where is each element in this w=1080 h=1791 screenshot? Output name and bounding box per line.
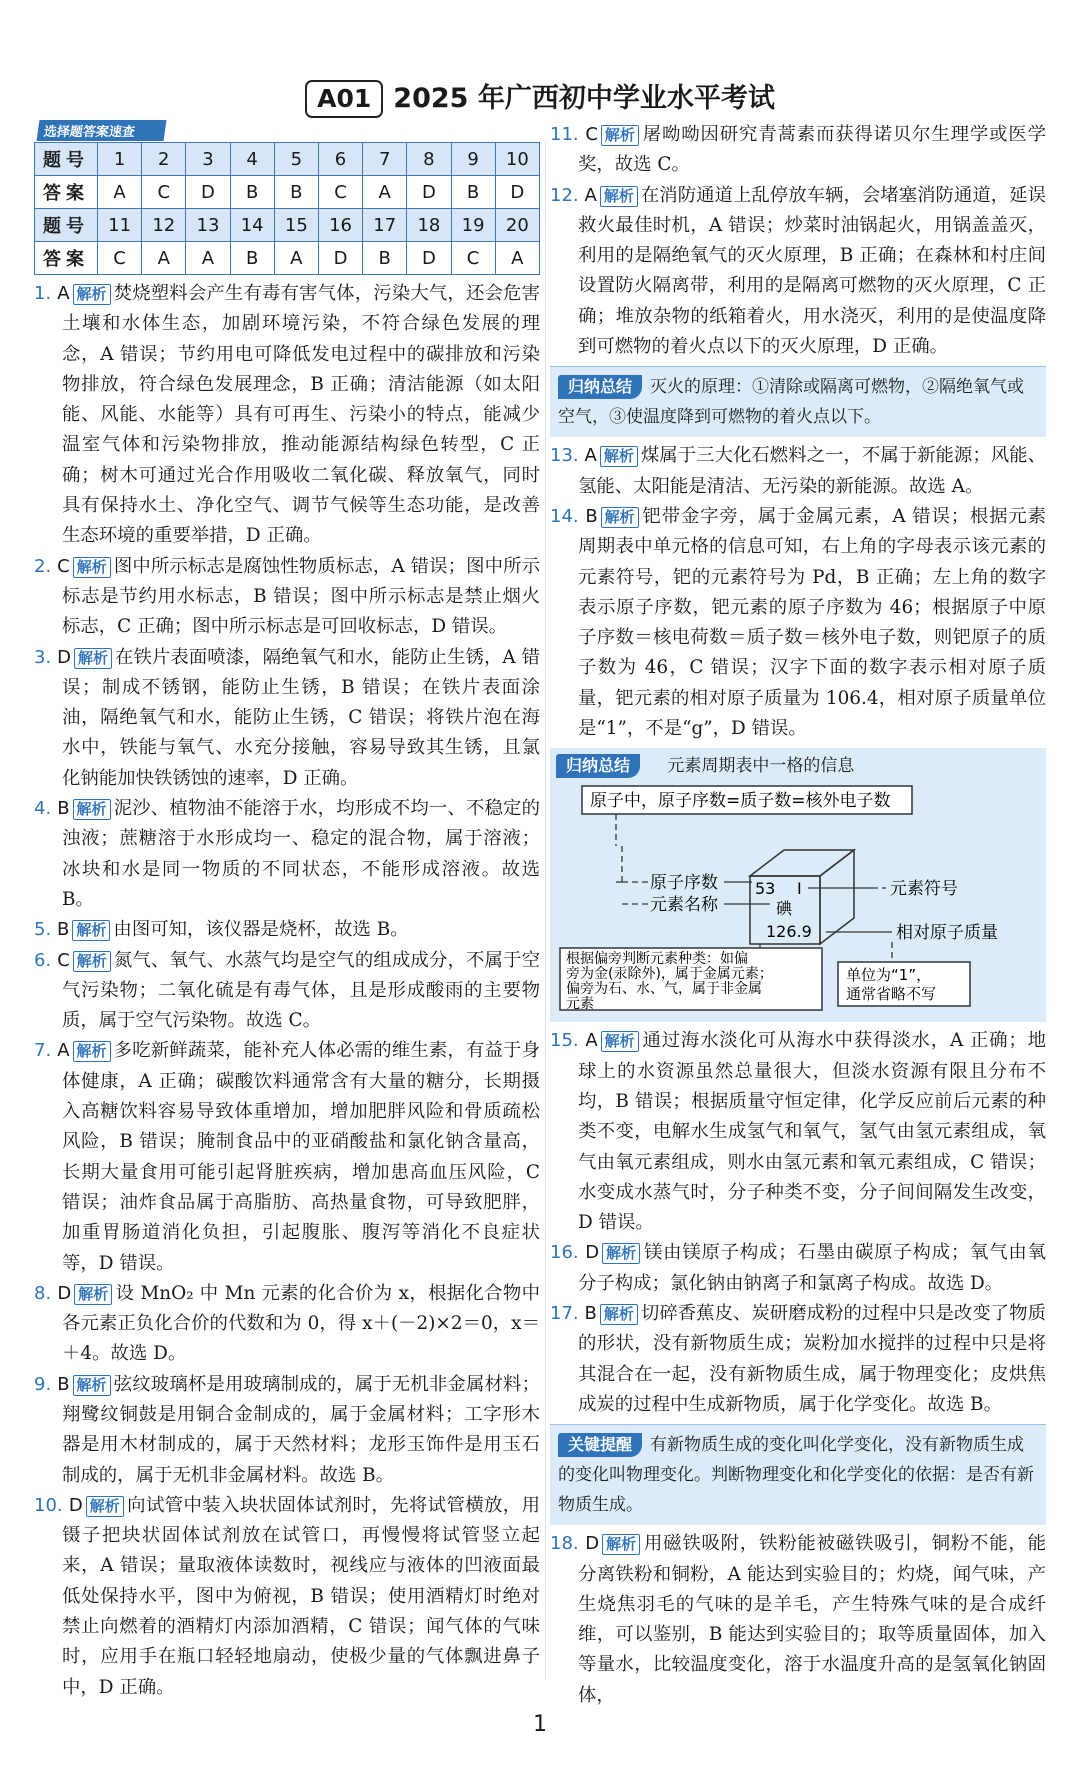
key-hint-box xyxy=(550,1424,1046,1525)
answer-key-num-cell: 3 xyxy=(186,143,230,176)
answer-letter: B xyxy=(584,1303,597,1325)
analysis-tag: 解析 xyxy=(74,648,112,669)
answer-key-num-cell: 12 xyxy=(142,209,186,242)
analysis-tag: 解析 xyxy=(601,1031,639,1052)
answer-key-num-cell: 17 xyxy=(363,209,407,242)
answer-key-num-cell: 7 xyxy=(363,143,407,176)
answer-letter: A xyxy=(57,1040,70,1062)
page-header xyxy=(0,76,1080,118)
answer-key-ans-cell: A xyxy=(98,176,142,209)
column-divider xyxy=(545,140,546,1680)
explanation-text: 泥沙、植物油不能溶于水，均形成不均一、不稳定的浊液；蔗糖溶于水形成均一、稳定的混合物，属于溶液；冰块和水是同一物质的不同状态，不能形成溶液。故选 B。 xyxy=(62,798,540,910)
answer-key-num-cell: 6 xyxy=(318,143,362,176)
item-q17 xyxy=(550,1299,1046,1420)
answer-key-num-cell: 20 xyxy=(495,209,539,242)
analysis-tag: 解析 xyxy=(600,1304,638,1325)
answer-letter: A xyxy=(57,283,70,304)
answer-key-ans-cell: A xyxy=(186,242,230,275)
analysis-tag: 解析 xyxy=(73,1041,111,1062)
answer-key-ans-cell: C xyxy=(318,176,362,209)
analysis-tag: 解析 xyxy=(602,1243,640,1264)
mass-label: 相对原子质量 xyxy=(896,923,998,944)
num-label: 题号 xyxy=(35,209,98,242)
explanation-text: 镁由镁原子构成；石墨由碳原子构成；氧气由氧分子构成；氯化钠由钠离子和氯离子构成。故选 D。 xyxy=(578,1242,1046,1294)
question-number: 6. xyxy=(34,949,52,971)
cell-mass: 126.9 xyxy=(766,922,812,942)
answer-key-num-cell: 5 xyxy=(274,143,318,176)
item-q8 xyxy=(34,1279,540,1370)
answer-key-ans-cell: C xyxy=(142,176,186,209)
answer-key-num-row xyxy=(35,209,540,242)
key-hint-text: 有新物质生成的变化叫化学变化，没有新物质生成的变化叫物理变化。判断物理变化和化学变化的依据：是否有新物质生成。 xyxy=(558,1435,1034,1516)
answer-letter: D xyxy=(585,1242,600,1264)
answer-key-ans-cell: B xyxy=(274,176,318,209)
analysis-tag: 解析 xyxy=(601,125,639,146)
answer-key-ans-cell: A xyxy=(274,242,318,275)
answer-key-ans-cell: B xyxy=(230,242,274,275)
explanation-text: 氮气、氧气、水蒸气均是空气的组成成分，不属于空气污染物；二氧化硫是有毒气体，且是形成酸雨的主要物质，属于空气污染物。故选 C。 xyxy=(62,949,540,1032)
answer-key-ans-row xyxy=(35,176,540,209)
summary-title: 元素周期表中一格的信息 xyxy=(667,756,855,777)
question-number: 10. xyxy=(34,1494,63,1516)
summary-tag: 归纳总结 xyxy=(558,375,642,399)
ans-label: 答案 xyxy=(35,176,98,209)
cell-cube-top xyxy=(750,850,854,876)
radical-note-l3: 偏旁为石、水、气，属于非金属 xyxy=(566,981,762,998)
analysis-tag: 解析 xyxy=(600,186,638,207)
item-q10 xyxy=(34,1491,540,1703)
analysis-tag: 解析 xyxy=(600,446,638,467)
explanation-text: 在消防通道上乱停放车辆，会堵塞消防通道，延误救火最佳时机，A 错误；炒菜时油锅起火，用锅盖盖灭，利用的是隔绝氧气的灭火原理，B 正确；在森林和村庄间设置防火隔离带，利用的是隔离可燃物的灭火原理，C 正确；堆放杂物的纸箱着火，用水浇灭，利用的是使温度降到可燃物的着火点以下的灭火原理，D 正确。 xyxy=(578,184,1046,358)
answer-key-table xyxy=(34,142,540,275)
item-q13 xyxy=(550,441,1046,502)
item-q6 xyxy=(34,946,540,1037)
item-q1 xyxy=(34,279,540,552)
explanation-text: 焚烧塑料会产生有毒有害气体，污染大气，还会危害土壤和水体生态，加剧环境污染，不符合绿色发展的理念，A 错误；节约用电可降低发电过程中的碳排放和污染物排放，符合绿色发展理念，B 正确；清洁能源（如太阳能、风能、水能等）具有可再生、污染小的特点，能减少温室气体和污染物排放，推动能源结构绿色转型，C 正确；树木可通过光合作用吸收二氧化碳、释放氧气，同时具有保持水土、净化空气、调节气候等生态功能，是改善生态环境的重要举措，D 正确。 xyxy=(62,283,540,547)
explanation-text: 图中所示标志是腐蚀性物质标志，A 错误；图中所示标志是节约用水标志，B 错误；图中所示标志是禁止烟火标志，C 正确；图中所示标志是可回收标志，D 错误。 xyxy=(62,555,540,638)
answer-key-num-cell: 19 xyxy=(451,209,495,242)
explanation-text: 由图可知，该仪器是烧杯，故选 B。 xyxy=(113,919,409,941)
item-q15 xyxy=(550,1026,1046,1238)
answer-key-ans-cell: D xyxy=(318,242,362,275)
answer-letter: C xyxy=(57,949,70,971)
explanation-text: 向试管中装入块状固体试剂时，先将试管横放，用镊子把块状固体试剂放在试管口，再慢慢将试管竖立起来，A 错误；量取液体读数时，视线应与液体的凹液面最低处保持水平，图中为俯视，B 错误；使用酒精灯时绝对禁止向燃着的酒精灯内添加酒精，C 错误；闻气体的气味时，应用手在瓶口轻轻地扇动，使极少量的气体飘进鼻子中，D 正确。 xyxy=(62,1494,540,1698)
answer-key-num-row xyxy=(35,143,540,176)
explanation-text: 弦纹玻璃杯是用玻璃制成的，属于无机非金属材料；翔鹭纹铜鼓是用铜合金制成的，属于金属材料；工字形木器是用木材制成的，属于天然材料；龙形玉饰件是用玉石制成的，属于无机非金属材料。故选 B。 xyxy=(62,1373,540,1486)
question-number: 11. xyxy=(550,124,579,145)
analysis-tag: 解析 xyxy=(73,284,111,305)
answer-key-ans-cell: D xyxy=(407,176,451,209)
item-q5 xyxy=(34,915,540,945)
explanation-text: 用磁铁吸附，铁粉能被磁铁吸引，铜粉不能，能分离铁粉和铜粉，A 能达到实验目的；灼烧，闻气味，产生烧焦羽毛的气味的是羊毛，产生特殊气味的是合成纤维，可以鉴别，B 能达到实验目的；取等质量固体，加入等量水，比较温度变化，溶于水温度升高的是氢氧化钠固体， xyxy=(578,1533,1046,1706)
answer-letter: D xyxy=(57,1282,72,1304)
answer-key-num-cell: 15 xyxy=(274,209,318,242)
answer-letter: C xyxy=(57,555,70,577)
analysis-tag: 解析 xyxy=(601,507,639,528)
answer-key-num-cell: 10 xyxy=(495,143,539,176)
key-hint-tag: 关键提醒 xyxy=(558,1433,642,1457)
answer-key-ans-cell: B xyxy=(230,176,274,209)
answer-key-num-cell: 4 xyxy=(230,143,274,176)
answer-letter: D xyxy=(585,1533,600,1555)
question-number: 13. xyxy=(550,445,579,467)
left-column xyxy=(34,120,540,1703)
answer-key-ans-cell: C xyxy=(451,242,495,275)
answer-letter: D xyxy=(57,646,71,668)
answer-letter: B xyxy=(57,919,70,941)
item-q11 xyxy=(550,120,1046,181)
summary-tag: 归纳总结 xyxy=(556,754,640,778)
rule-label: 原子中，原子序数=质子数=核外电子数 xyxy=(590,791,891,812)
atomic-number-label: 原子序数 xyxy=(650,873,718,894)
right-column xyxy=(550,120,1046,1711)
ans-label: 答案 xyxy=(35,242,98,275)
paper-code: A01 xyxy=(305,80,383,118)
item-q3 xyxy=(34,643,540,794)
question-number: 5. xyxy=(34,919,52,941)
element-name-label: 元素名称 xyxy=(650,895,718,916)
answer-key-ans-cell: B xyxy=(363,242,407,275)
answer-letter: A xyxy=(584,184,597,206)
item-q12 xyxy=(550,181,1046,363)
answer-key-num-cell: 13 xyxy=(186,209,230,242)
cell-symbol: I xyxy=(797,879,802,899)
answer-key-num-cell: 8 xyxy=(407,143,451,176)
paper-title: 2025 年广西初中学业水平考试 xyxy=(393,83,775,114)
summary-box-periodic xyxy=(550,748,1046,1022)
answer-key-ans-cell: A xyxy=(495,242,539,275)
answer-letter: A xyxy=(584,445,597,467)
radical-note-l1: 根据偏旁判断元素种类：如偏 xyxy=(566,951,748,968)
answer-key-ans-row xyxy=(35,242,540,275)
analysis-tag: 解析 xyxy=(73,557,111,578)
answer-key-num-cell: 9 xyxy=(451,143,495,176)
analysis-tag: 解析 xyxy=(602,1534,640,1555)
radical-note-l4: 元素 xyxy=(566,996,594,1013)
answer-key-ans-cell: C xyxy=(98,242,142,275)
answer-letter: B xyxy=(585,505,598,527)
explanation-text: 在铁片表面喷漆，隔绝氧气和水，能防止生锈，A 错误；制成不锈钢，能防止生锈，B 错误；在铁片表面涂油，隔绝氧气和水，能防止生锈，C 错误；将铁片泡在海水中，铁能与氧气、水充分接触，容易导致其生锈，且氯化钠能加快铁锈蚀的速率，D 正确。 xyxy=(62,646,540,789)
answer-key-ans-cell: A xyxy=(142,242,186,275)
answer-key-banner: 选择题答案速查 xyxy=(37,120,167,141)
question-number: 1. xyxy=(34,283,52,304)
answer-key-num-cell: 1 xyxy=(98,143,142,176)
answer-key-num-cell: 18 xyxy=(407,209,451,242)
question-number: 12. xyxy=(550,184,579,206)
item-q14 xyxy=(550,502,1046,744)
question-number: 18. xyxy=(550,1533,579,1555)
explanation-text: 屠呦呦因研究青蒿素而获得诺贝尔生理学或医学奖，故选 C。 xyxy=(578,124,1046,176)
periodic-cell-diagram xyxy=(556,780,1040,1012)
answer-letter: D xyxy=(68,1494,83,1516)
question-number: 14. xyxy=(550,505,579,527)
radical-note-l2: 旁为金(汞除外)，属于金属元素； xyxy=(566,966,773,983)
answer-key-ans-cell: D xyxy=(407,242,451,275)
unit-note-l1: 单位为“1”， xyxy=(846,966,932,985)
analysis-tag: 解析 xyxy=(72,920,110,941)
page-number: 1 xyxy=(533,1712,547,1737)
summary-header xyxy=(556,752,1040,780)
answer-key-ans-cell: A xyxy=(363,176,407,209)
explanation-text: 钯带金字旁，属于金属元素，A 错误；根据元素周期表中单元格的信息可知，右上角的字母表示该元素的元素符号，钯的元素符号为 Pd，B 正确；左上角的数字表示原子序数，钯元素的原子序数为 46；根据原子中原子序数＝核电荷数＝质子数＝核外电子数，则钯原子的质子数为 46，C 错误；汉字下面的数字表示相对原子质量，钯元素的相对原子质量为 106.4，相对原子质量单位是“1”，不是“g”，D 错误。 xyxy=(578,505,1046,740)
cell-name: 碘 xyxy=(776,899,793,919)
question-number: 2. xyxy=(34,555,52,577)
unit-note-l2: 通常省略不写 xyxy=(846,985,937,1004)
leader-rule xyxy=(616,814,622,882)
analysis-tag: 解析 xyxy=(74,1284,112,1305)
item-q4 xyxy=(34,794,540,915)
explanation-text: 设 MnO₂ 中 Mn 元素的化合价为 x，根据化合物中各元素正负化合价的代数和为 0，得 x＋(－2)×2＝0，x＝＋4。故选 D。 xyxy=(62,1282,540,1365)
item-q16 xyxy=(550,1238,1046,1299)
explanation-text: 切碎香蕉皮、炭研磨成粉的过程中只是改变了物质的形状，没有新物质生成；炭粉加水搅拌的过程中只是将其混合在一起，没有新物质生成，属于物理变化；皮烘焦成炭的过程中生成新物质，属于化学变化。故选 B。 xyxy=(578,1303,1046,1415)
symbol-label: 元素符号 xyxy=(890,879,958,900)
question-number: 16. xyxy=(550,1242,579,1264)
answer-key-num-cell: 2 xyxy=(142,143,186,176)
answer-letter: A xyxy=(585,1030,598,1052)
explanation-text: 煤属于三大化石燃料之一，不属于新能源；风能、氢能、太阳能是清洁、无污染的新能源。故选 A。 xyxy=(578,445,1046,497)
question-number: 9. xyxy=(34,1373,52,1395)
summary-box-fire xyxy=(550,366,1046,437)
answer-key-num-cell: 11 xyxy=(98,209,142,242)
explanation-text: 多吃新鲜蔬菜，能补充人体必需的维生素，有益于身体健康，A 正确；碳酸饮料通常含有大量的糖分，长期摄入高糖饮料容易导致体重增加，增加肥胖风险和骨质疏松风险，B 错误；腌制食品中的亚硝酸盐和氯化钠含量高，长期大量食用可能引起肾脏疾病，增加患高血压风险，C 错误；油炸食品属于高脂肪、高热量食物，可导致肥胖，加重胃肠道消化负担，引起腹胀、腹泻等消化不良症状等，D 错误。 xyxy=(62,1040,540,1274)
item-q7 xyxy=(34,1036,540,1278)
analysis-tag: 解析 xyxy=(73,799,111,820)
analysis-tag: 解析 xyxy=(73,1375,111,1396)
answer-key-num-cell: 14 xyxy=(230,209,274,242)
item-q9 xyxy=(34,1370,540,1491)
question-number: 3. xyxy=(34,646,52,668)
cell-cube-side xyxy=(820,850,854,944)
question-number: 4. xyxy=(34,798,52,820)
answer-letter: B xyxy=(57,798,70,820)
answer-key-num-cell: 16 xyxy=(318,209,362,242)
cell-number: 53 xyxy=(755,879,776,899)
question-number: 15. xyxy=(550,1030,579,1052)
summary-text: 灭火的原理：①清除或隔离可燃物，②隔绝氧气或空气，③使温度降到可燃物的着火点以下。 xyxy=(558,377,1025,428)
explanation-text: 通过海水淡化可从海水中获得淡水，A 正确；地球上的水资源虽然总量很大，但淡水资源有限且分布不均，B 错误；根据质量守恒定律，化学反应前后元素的种类不变，电解水生成氢气和氧气，氢气由氢元素组成，氧气由氧元素组成，则水由氢元素和氧元素组成，C 错误；水变成水蒸气时，分子种类不变，分子间间隔发生改变，D 错误。 xyxy=(578,1030,1046,1234)
answer-key-ans-cell: D xyxy=(495,176,539,209)
question-number: 8. xyxy=(34,1282,52,1304)
item-q2 xyxy=(34,552,540,643)
answer-letter: B xyxy=(57,1373,70,1395)
num-label: 题号 xyxy=(35,143,98,176)
question-number: 7. xyxy=(34,1040,52,1062)
analysis-tag: 解析 xyxy=(73,951,111,972)
question-number: 17. xyxy=(550,1303,579,1325)
answer-letter: C xyxy=(585,124,598,145)
answer-key-ans-cell: D xyxy=(186,176,230,209)
analysis-tag: 解析 xyxy=(86,1496,124,1517)
item-q18 xyxy=(550,1529,1046,1711)
answer-key-ans-cell: B xyxy=(451,176,495,209)
